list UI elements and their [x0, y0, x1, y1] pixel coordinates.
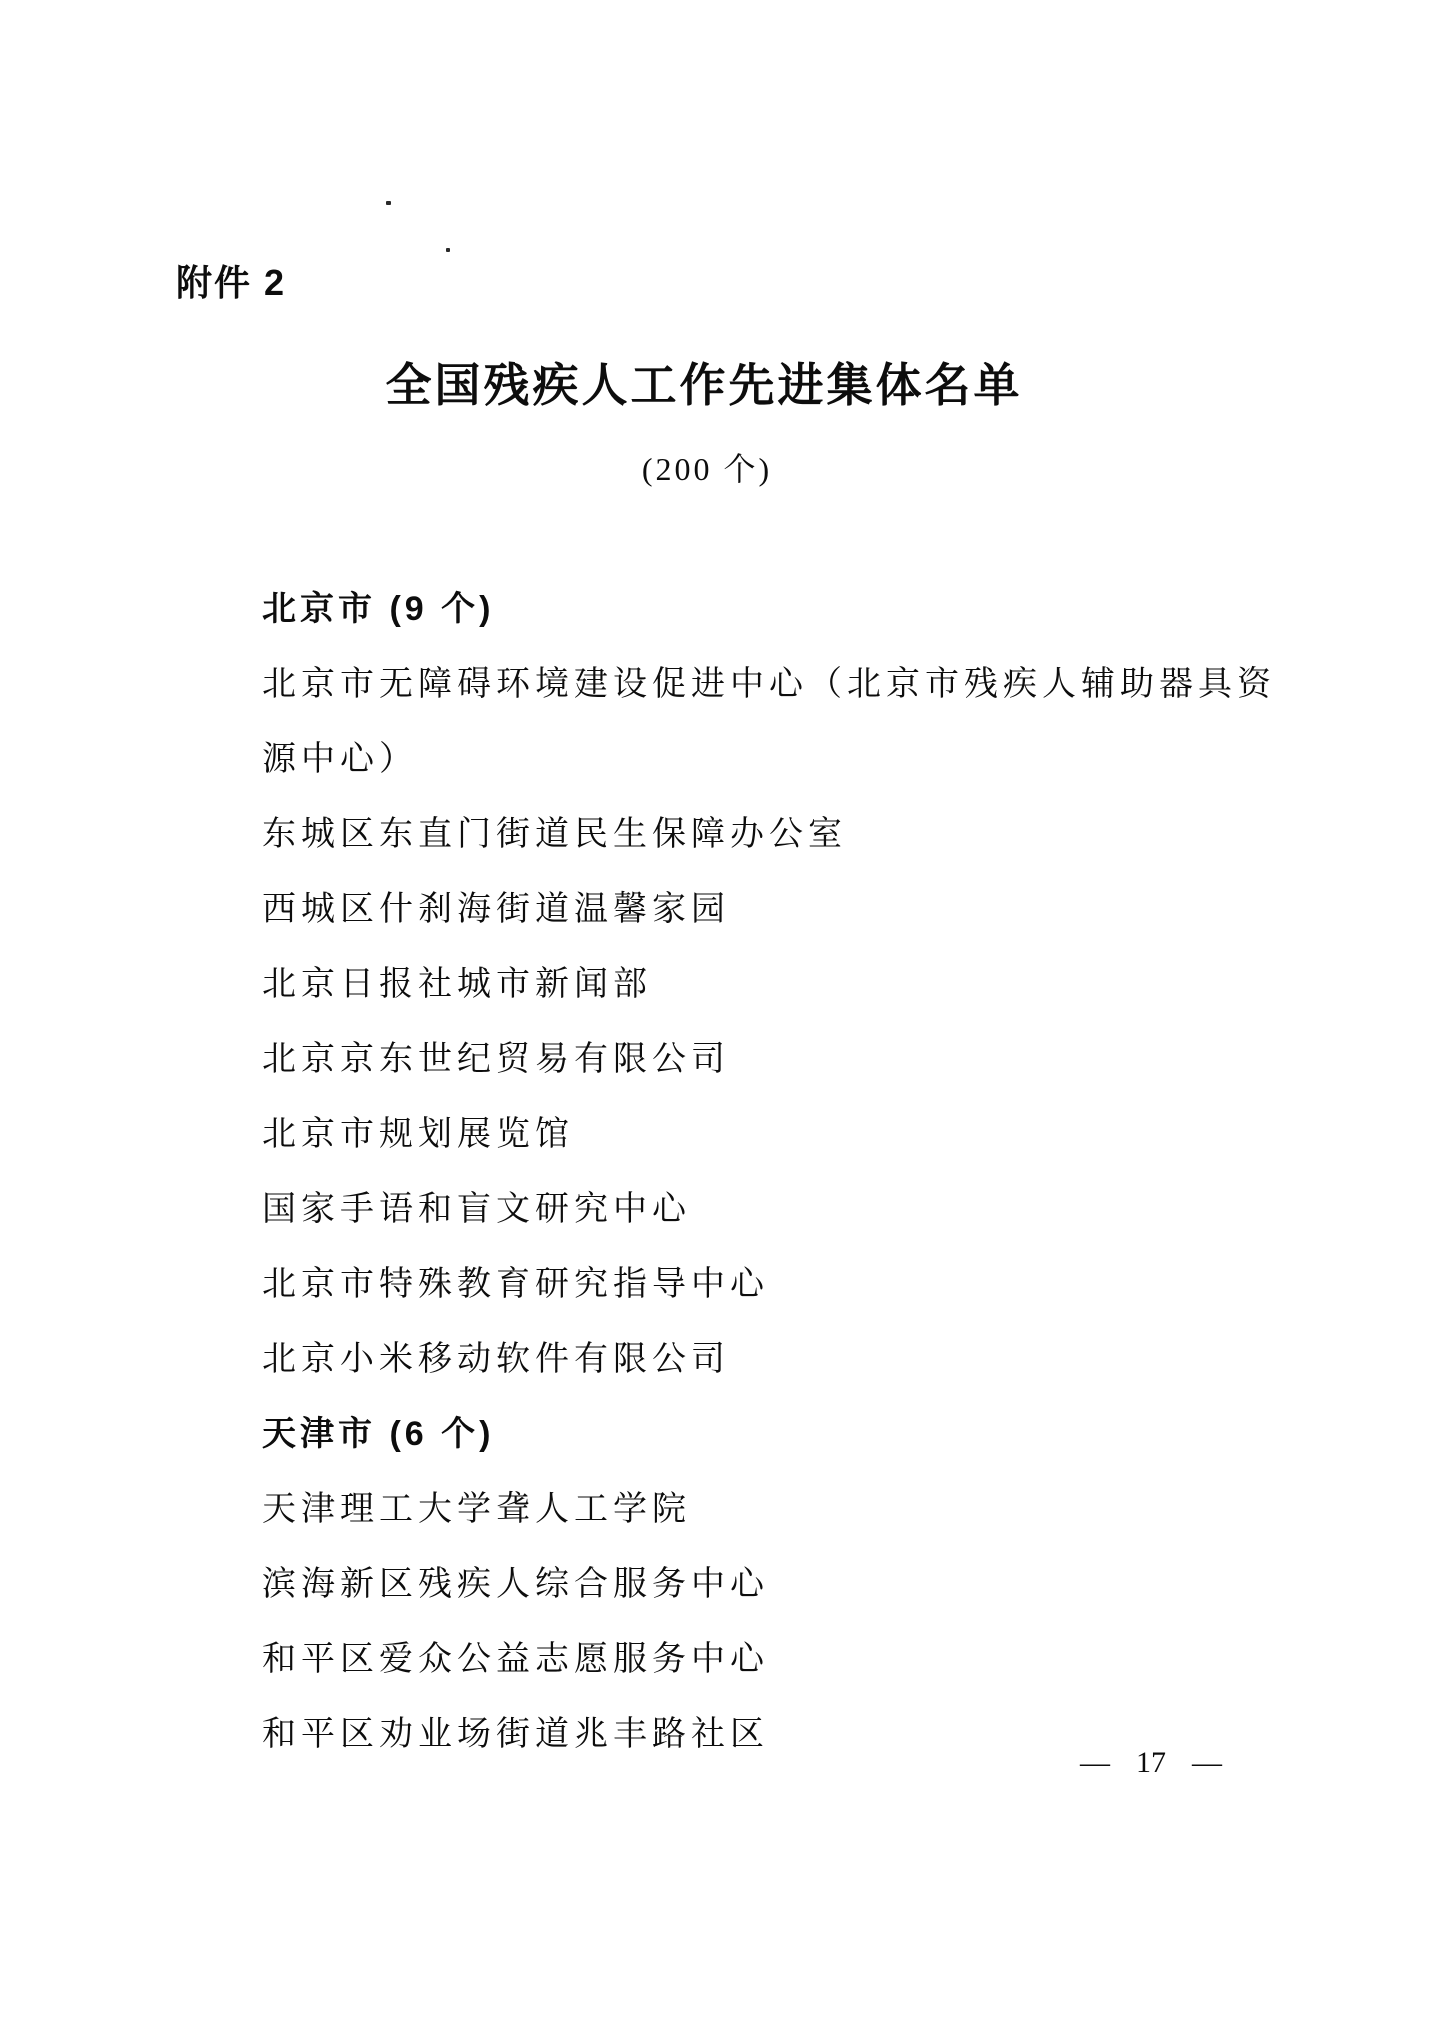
- organization-item: 天津理工大学聋人工学院: [262, 1491, 691, 1528]
- document-title: 全国残疾人工作先进集体名单: [385, 360, 1023, 411]
- organization-item: 源中心）: [262, 741, 418, 778]
- organization-item: 国家手语和盲文研究中心: [262, 1191, 691, 1228]
- page-footer: [1080, 1744, 1222, 1782]
- region-heading: 北京市 (9 个): [262, 590, 495, 628]
- footer-dash-right: —: [1192, 1746, 1222, 1779]
- organization-item: 和平区爱众公益志愿服务中心: [262, 1641, 769, 1678]
- organization-item: 北京市特殊教育研究指导中心: [262, 1266, 769, 1303]
- organization-item: 东城区东直门街道民生保障办公室: [262, 816, 847, 853]
- organization-item: 北京小米移动软件有限公司: [262, 1341, 730, 1378]
- organization-item: 北京京东世纪贸易有限公司: [262, 1041, 730, 1078]
- organization-item: 北京市无障碍环境建设促进中心（北京市残疾人辅助器具资: [262, 666, 1276, 703]
- page-number: 17: [1136, 1746, 1166, 1779]
- scan-speck: [386, 201, 391, 205]
- organization-item: 滨海新区残疾人综合服务中心: [262, 1566, 769, 1603]
- organization-item: 和平区劝业场街道兆丰路社区: [262, 1716, 769, 1753]
- region-heading: 天津市 (6 个): [262, 1415, 495, 1453]
- attachment-label: 附件 2: [176, 262, 287, 303]
- footer-dash-left: —: [1080, 1746, 1110, 1779]
- title-block: [0, 360, 1408, 412]
- scan-speck: [446, 248, 450, 252]
- award-list: [262, 572, 1362, 1772]
- organization-item: 北京日报社城市新闻部: [262, 966, 652, 1003]
- total-count-note: (200 个): [641, 451, 773, 487]
- organization-item: 西城区什刹海街道温馨家园: [262, 891, 730, 928]
- organization-item: 北京市规划展览馆: [262, 1116, 574, 1153]
- count-block: [0, 444, 1414, 490]
